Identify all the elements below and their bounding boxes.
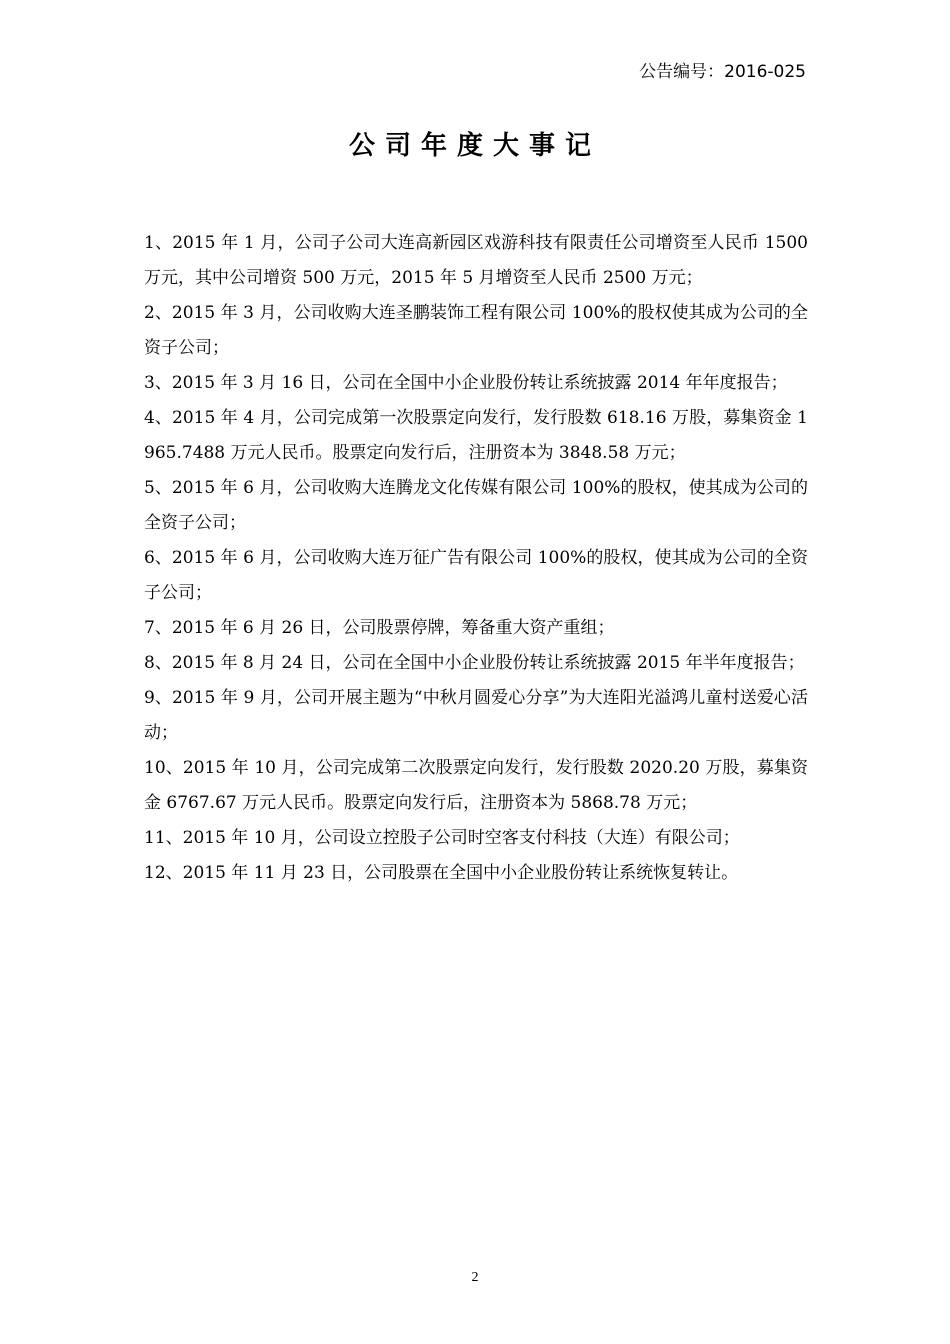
event-item: 2、2015 年 3 月，公司收购大连圣鹏装饰工程有限公司 100%的股权使其成为公司的全资子公司； bbox=[144, 303, 808, 358]
event-item: 11、2015 年 10 月，公司设立控股子公司时空客支付科技（大连）有限公司； bbox=[144, 828, 740, 848]
event-item: 9、2015 年 9 月，公司开展主题为“中秋月圆爱心分享”为大连阳光溢鸿儿童村送爱心活动； bbox=[144, 688, 808, 743]
event-item: 5、2015 年 6 月，公司收购大连腾龙文化传媒有限公司 100%的股权，使其成为公司的全资子公司； bbox=[144, 478, 808, 533]
event-item: 8、2015 年 8 月 24 日，公司在全国中小企业股份转让系统披露 2015 年半年度报告； bbox=[144, 653, 805, 673]
page-title: 公司年度大事记 bbox=[348, 131, 601, 161]
events-list bbox=[144, 226, 808, 891]
event-item: 3、2015 年 3 月 16 日，公司在全国中小企业股份转让系统披露 2014 年年度报告； bbox=[144, 373, 788, 393]
event-item: 12、2015 年 11 月 23 日，公司股票在全国中小企业股份转让系统恢复转让。 bbox=[144, 863, 739, 883]
event-item: 7、2015 年 6 月 26 日，公司股票停牌，筹备重大资产重组； bbox=[144, 618, 615, 638]
event-item: 10、2015 年 10 月，公司完成第二次股票定向发行，发行股数 2020.20 万股，募集资金 6767.67 万元人民币。股票定向发行后，注册资本为 5868.78 万元； bbox=[144, 758, 808, 813]
event-item: 6、2015 年 6 月，公司收购大连万征广告有限公司 100%的股权，使其成为公司的全资子公司； bbox=[144, 548, 808, 603]
announcement-number: 公告编号：2016-025 bbox=[639, 62, 806, 82]
event-item: 4、2015 年 4 月，公司完成第一次股票定向发行，发行股数 618.16 万股，募集资金 1965.7488 万元人民币。股票定向发行后，注册资本为 3848.58 万元； bbox=[144, 408, 808, 463]
event-item: 1、2015 年 1 月，公司子公司大连高新园区戏游科技有限责任公司增资至人民币 1500 万元，其中公司增资 500 万元，2015 年 5 月增资至人民币 2500 万元； bbox=[144, 233, 808, 288]
page-number: 2 bbox=[471, 1270, 479, 1285]
